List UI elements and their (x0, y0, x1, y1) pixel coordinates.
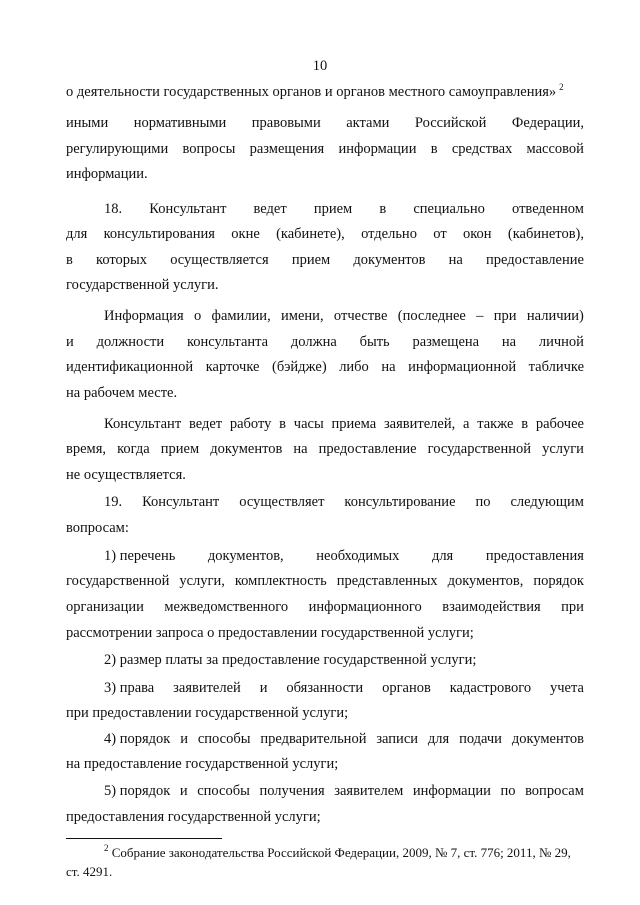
text-word: заявителей, (383, 416, 456, 432)
text-word: должна (290, 334, 337, 350)
text-word: окне (231, 226, 260, 242)
text-word: в (430, 141, 438, 157)
text-line (66, 277, 584, 294)
text-word: размещения (249, 141, 325, 157)
text-word: отчестве (333, 308, 388, 324)
text-word: документов, (447, 573, 524, 589)
text-word: на рабочем месте. (66, 385, 178, 401)
text-word: должности (96, 334, 165, 350)
footnote-reference: 2 (559, 82, 564, 92)
text-line (104, 308, 584, 325)
text-word: нормативными (133, 115, 227, 131)
text-word: и (180, 731, 188, 747)
text-line (104, 783, 584, 800)
text-line (66, 625, 584, 642)
text-line (66, 520, 584, 537)
text-word: Консультант (149, 201, 227, 217)
text-word: осуществляет (239, 494, 325, 510)
text-word: когда (117, 441, 150, 457)
text-word: приема (331, 416, 377, 432)
text-word: имени, (281, 308, 324, 324)
text-word: ведет (188, 416, 223, 432)
text-word: 19. (104, 494, 123, 510)
text-line (66, 705, 584, 722)
text-word: рассмотрении запроса о предоставлении государственной услуги; (66, 625, 474, 641)
text-word: получения (259, 783, 325, 799)
text-word: отведенном (512, 201, 584, 217)
text-word: Консультант (104, 416, 182, 432)
text-word: 3) права (104, 680, 155, 696)
text-word: консультирование (344, 494, 456, 510)
text-word: информационной (408, 359, 517, 375)
text-word: а (462, 416, 470, 432)
text-word: предоставления (485, 548, 584, 564)
text-word: (последнее (397, 308, 466, 324)
text-word: окон (462, 226, 492, 242)
text-word: ведет (253, 201, 287, 217)
text-word: для (427, 731, 450, 747)
text-word: идентификационной (66, 359, 194, 375)
text-word: время, (66, 441, 107, 457)
text-word: по (500, 783, 516, 799)
text-word: осуществляется (170, 252, 269, 268)
text-line (66, 385, 584, 402)
text-word: при (493, 308, 517, 324)
text-word: – (476, 308, 484, 324)
text-word: документов, (207, 548, 284, 564)
text-word: часы (293, 416, 324, 432)
text-word: (кабинете), (276, 226, 345, 242)
text-word: рабочее (535, 416, 584, 432)
text-word: 2) размер платы за предоставление государственной услуги; (104, 652, 477, 668)
text-word: взаимодействия (442, 599, 541, 615)
text-word: способы (197, 731, 251, 747)
footnote-separator (66, 838, 222, 839)
text-line (104, 731, 584, 748)
text-word: необходимых (316, 548, 400, 564)
text-line (66, 252, 584, 269)
text-word: также (477, 416, 514, 432)
text-word: информации (412, 783, 491, 799)
text-word: и (259, 680, 268, 696)
text-word: кадастрового (449, 680, 532, 696)
text-word: в (521, 416, 529, 432)
text-word: карточке (205, 359, 260, 375)
text-line (66, 467, 584, 484)
text-line (66, 809, 584, 826)
text-word: Консультант (142, 494, 220, 510)
text-word: не осуществляется. (66, 467, 186, 483)
text-word: в (66, 252, 73, 268)
text-word: предварительной (260, 731, 367, 747)
footnote-text: Собрание законодательства Российской Федерации, 2009, № 7, ст. 776; 2011, № 29, (111, 845, 571, 860)
text-word: прием (313, 201, 353, 217)
text-word: на предоставление государственной услуги; (66, 756, 339, 772)
text-line (104, 652, 584, 669)
text-word: отдельно (361, 226, 417, 242)
text-word: на (501, 334, 517, 350)
text-word: информации (338, 141, 417, 157)
text-word: специально (413, 201, 485, 217)
text-line (104, 680, 584, 697)
text-word: учета (549, 680, 584, 696)
text-word: Федерации, (511, 115, 584, 131)
text-line (104, 416, 584, 433)
text-line (104, 494, 584, 511)
text-word: государственной (427, 441, 531, 457)
text-word: для (66, 226, 88, 242)
text-line (66, 359, 584, 376)
text-word: предоставление (318, 441, 417, 457)
text-word: на (381, 359, 396, 375)
text-word: от (433, 226, 447, 242)
text-word: обязанности (286, 680, 364, 696)
text-word: в (279, 416, 287, 432)
text-word: личной (538, 334, 584, 350)
text-word: (кабинетов), (507, 226, 584, 242)
text-line (104, 201, 584, 218)
text-word: быть (359, 334, 390, 350)
text-word: размещена (412, 334, 480, 350)
text-word: документов (210, 441, 283, 457)
page-number: 10 (312, 58, 328, 74)
text-word: органов (382, 680, 431, 696)
text-word: и (179, 783, 188, 799)
text-word: по (475, 494, 491, 510)
text-word: либо (339, 359, 369, 375)
text-word: массовой (526, 141, 584, 157)
text-word: наличии) (526, 308, 584, 324)
text-word: 4) порядок (104, 731, 171, 747)
text-line (66, 166, 584, 183)
text-word: предоставление (486, 252, 584, 268)
text-word: вопросы (182, 141, 236, 157)
text-word: на (448, 252, 463, 268)
text-word: на (293, 441, 308, 457)
text-word: комплектность (234, 573, 327, 589)
text-word: работу (229, 416, 272, 432)
text-word: о (193, 308, 202, 324)
text-word: консультирования (103, 226, 215, 242)
footnote-line-2: ст. 4291. (66, 864, 113, 879)
text-word: организации (66, 599, 144, 615)
text-word: табличке (528, 359, 584, 375)
text-line (66, 84, 584, 101)
text-word: услуги (542, 441, 584, 457)
text-word: вопросам (525, 783, 584, 799)
text-word: порядок (533, 573, 584, 589)
text-line (66, 599, 584, 616)
text-word: документов (511, 731, 584, 747)
text-line (66, 115, 584, 132)
text-line (66, 226, 584, 243)
text-word: услуги, (179, 573, 225, 589)
text-line (66, 334, 584, 351)
text-word: информации. (66, 166, 148, 182)
footnote-mark: 2 (104, 843, 109, 853)
text-word: которых (96, 252, 148, 268)
text-word: заявителем (334, 783, 404, 799)
text-word: Информация (104, 308, 184, 324)
text-word: о деятельности государственных органов и органов местного самоуправления» (66, 84, 557, 100)
text-word: вопросам: (66, 520, 129, 536)
text-line (66, 756, 584, 773)
text-word: средствах (451, 141, 513, 157)
text-word: способы (197, 783, 250, 799)
text-word: подачи (459, 731, 502, 747)
text-word: государственной услуги. (66, 277, 219, 293)
text-word: следующим (510, 494, 584, 510)
text-word: 1) перечень (104, 548, 176, 564)
text-word: для (431, 548, 454, 564)
text-word: регулирующими (66, 141, 169, 157)
text-word: заявителей (173, 680, 241, 696)
text-word: в (379, 201, 387, 217)
text-word: при (561, 599, 584, 615)
text-line (104, 548, 584, 565)
text-word: межведомственного (164, 599, 289, 615)
text-word: и (66, 334, 74, 350)
text-word: 5) порядок (104, 783, 171, 799)
text-word: консультанта (186, 334, 269, 350)
text-line (66, 441, 584, 458)
text-word: 18. (104, 201, 123, 217)
text-word: Российской (414, 115, 487, 131)
text-word: документов (353, 252, 426, 268)
text-word: представленных (336, 573, 438, 589)
text-word: фамилии, (211, 308, 271, 324)
text-word: правовыми (251, 115, 321, 131)
text-word: иными (66, 115, 109, 131)
text-word: (бэйдже) (271, 359, 327, 375)
text-line (66, 141, 584, 158)
text-word: при предоставлении государственной услуги; (66, 705, 349, 721)
text-word: информационного (308, 599, 422, 615)
text-line (66, 573, 584, 590)
text-word: актами (346, 115, 390, 131)
text-word: прием (160, 441, 200, 457)
text-word: записи (376, 731, 419, 747)
text-word: предоставления государственной услуги; (66, 809, 321, 825)
text-word: государственной (66, 573, 170, 589)
footnote-line-1 (104, 845, 571, 861)
text-word: прием (291, 252, 331, 268)
